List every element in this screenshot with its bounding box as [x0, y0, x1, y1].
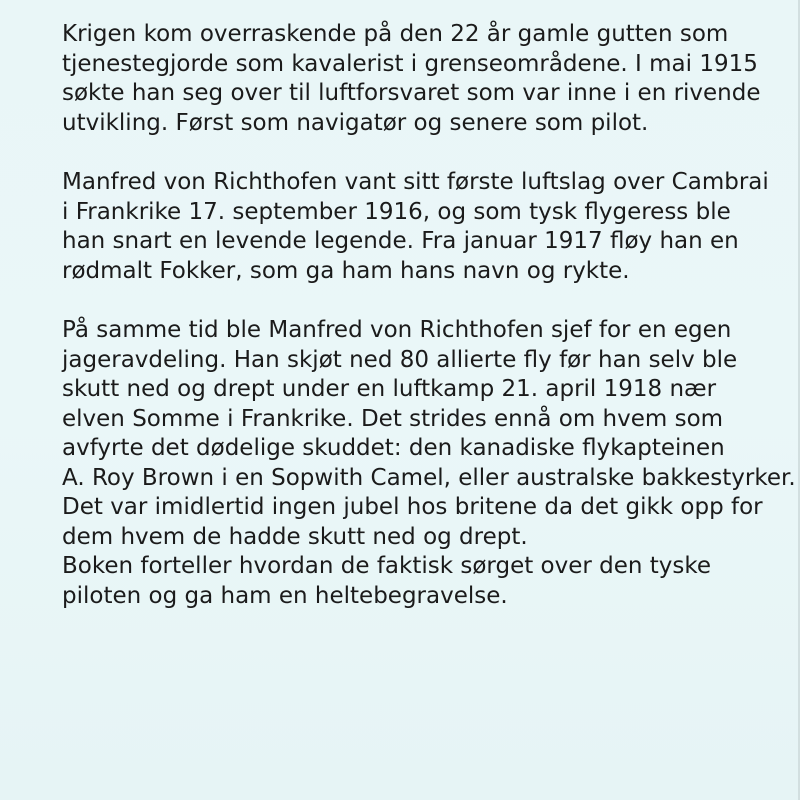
- text-line: skutt ned og drept under en luftkamp 21. april 1918 nær: [62, 376, 717, 402]
- paragraph-4: [62, 552, 782, 611]
- paragraph-3: [62, 316, 796, 552]
- text-line: Boken forteller hvordan de faktisk sørget over den tyske: [62, 553, 712, 579]
- text-line: piloten og ga ham en heltebegravelse.: [62, 582, 508, 609]
- text-line: Det var imidlertid ingen jubel hos britene da det gikk opp for: [62, 494, 763, 520]
- paragraph-2: [62, 168, 782, 286]
- text-line: i Frankrike 17. september 1916, og som tysk flygeress ble: [62, 198, 731, 225]
- text-line: han snart en levende legende. Fra januar 1917 fløy han en: [62, 228, 739, 254]
- text-line: Krigen kom overraskende på den 22 år gamle gutten som: [62, 21, 729, 47]
- text-line: På samme tid ble Manfred von Richthofen sjef for en egen: [62, 317, 732, 343]
- paragraph-1: [62, 20, 782, 138]
- body-text: [62, 20, 796, 611]
- text-line: A. Roy Brown i en Sopwith Camel, eller australske bakkestyrker.: [62, 464, 796, 491]
- text-line: jageravdeling. Han skjøt ned 80 allierte fly før han selv ble: [62, 346, 738, 373]
- text-line: søkte han seg over til luftforsvaret som var inne i en rivende: [62, 80, 761, 106]
- text-line: rødmalt Fokker, som ga ham hans navn og rykte.: [62, 257, 630, 284]
- text-line: utvikling. Først som navigatør og senere som pilot.: [62, 109, 649, 136]
- text-line: tjenestegjorde som kavalerist i grenseområdene. I mai 1915: [62, 50, 758, 77]
- text-line: avfyrte det dødelige skuddet: den kanadiske flykapteinen: [62, 435, 725, 461]
- text-line: elven Somme i Frankrike. Det strides ennå om hvem som: [62, 405, 724, 432]
- text-line: Manfred von Richthofen vant sitt første luftslag over Cambrai: [62, 169, 769, 195]
- text-line: dem hvem de hadde skutt ned og drept.: [62, 523, 528, 550]
